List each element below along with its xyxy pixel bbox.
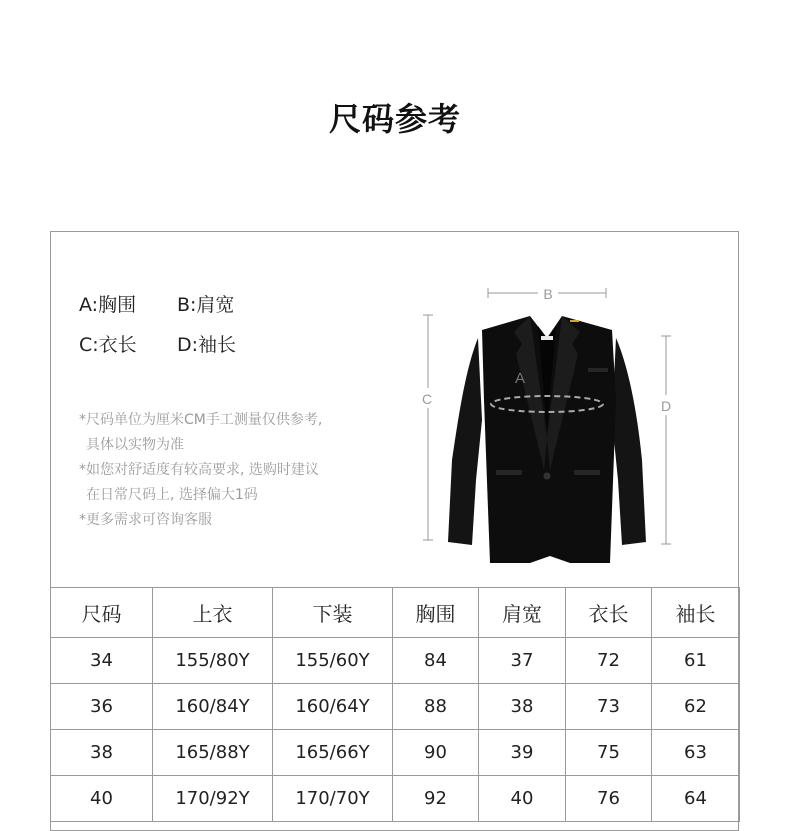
table-cell: 92 (393, 776, 479, 822)
legend-shoulder: B:肩宽 (177, 294, 235, 316)
legend-chest: A:胸围 (79, 294, 137, 316)
table-row (51, 776, 740, 822)
label-d: D (660, 398, 672, 414)
table-cell: 40 (479, 776, 566, 822)
header-top: 上衣 (153, 588, 273, 638)
label-a: A (514, 370, 526, 387)
legend-sleeve: D:袖长 (177, 334, 237, 356)
table-row (51, 638, 740, 684)
table-cell: 160/64Y (273, 684, 393, 730)
table-cell: 155/80Y (153, 638, 273, 684)
blazer-image (448, 316, 646, 563)
header-bottom: 下装 (273, 588, 393, 638)
header-chest: 胸围 (393, 588, 479, 638)
table-cell: 37 (479, 638, 566, 684)
table-cell: 34 (51, 638, 153, 684)
table-cell: 72 (566, 638, 652, 684)
table-cell: 64 (652, 776, 740, 822)
note-line: *尺码单位为厘米CM手工测量仅供参考, (79, 412, 323, 428)
sleeve-measure-line (661, 336, 671, 544)
table-cell: 88 (393, 684, 479, 730)
table-cell: 84 (393, 638, 479, 684)
table-cell: 90 (393, 730, 479, 776)
table-cell: 75 (566, 730, 652, 776)
note-line: *如您对舒适度有较高要求, 选购时建议 (79, 462, 319, 478)
header-sleeve: 袖长 (652, 588, 740, 638)
header-length: 衣长 (566, 588, 652, 638)
note-line: 具体以实物为准 (86, 437, 184, 453)
page-title: 尺码参考 (328, 100, 461, 138)
legend-length: C:衣长 (79, 334, 137, 356)
table-cell: 61 (652, 638, 740, 684)
table-cell: 63 (652, 730, 740, 776)
table-cell: 165/66Y (273, 730, 393, 776)
table-row (51, 730, 740, 776)
header-size: 尺码 (51, 588, 153, 638)
table-cell: 39 (479, 730, 566, 776)
header-shoulder: 肩宽 (479, 588, 566, 638)
label-b: B (543, 286, 553, 302)
blazer-measurement-diagram (410, 280, 710, 580)
table-cell: 38 (51, 730, 153, 776)
table-cell: 38 (479, 684, 566, 730)
length-measure-line (423, 315, 433, 540)
table-cell: 40 (51, 776, 153, 822)
table-cell: 73 (566, 684, 652, 730)
table-cell: 165/88Y (153, 730, 273, 776)
size-notes (79, 408, 409, 533)
note-line: *更多需求可咨询客服 (79, 512, 212, 528)
table-cell: 170/70Y (273, 776, 393, 822)
table-cell: 62 (652, 684, 740, 730)
table-header-row (51, 588, 740, 638)
table-cell: 36 (51, 684, 153, 730)
table-cell: 170/92Y (153, 776, 273, 822)
label-c: C (421, 391, 433, 407)
legend-row-1 (79, 290, 234, 317)
table-cell: 155/60Y (273, 638, 393, 684)
table-row (51, 684, 740, 730)
legend-row-2 (79, 330, 236, 357)
table-cell: 76 (566, 776, 652, 822)
note-line: 在日常尺码上, 选择偏大1码 (86, 487, 258, 503)
table-cell: 160/84Y (153, 684, 273, 730)
size-chart-table (50, 587, 740, 822)
